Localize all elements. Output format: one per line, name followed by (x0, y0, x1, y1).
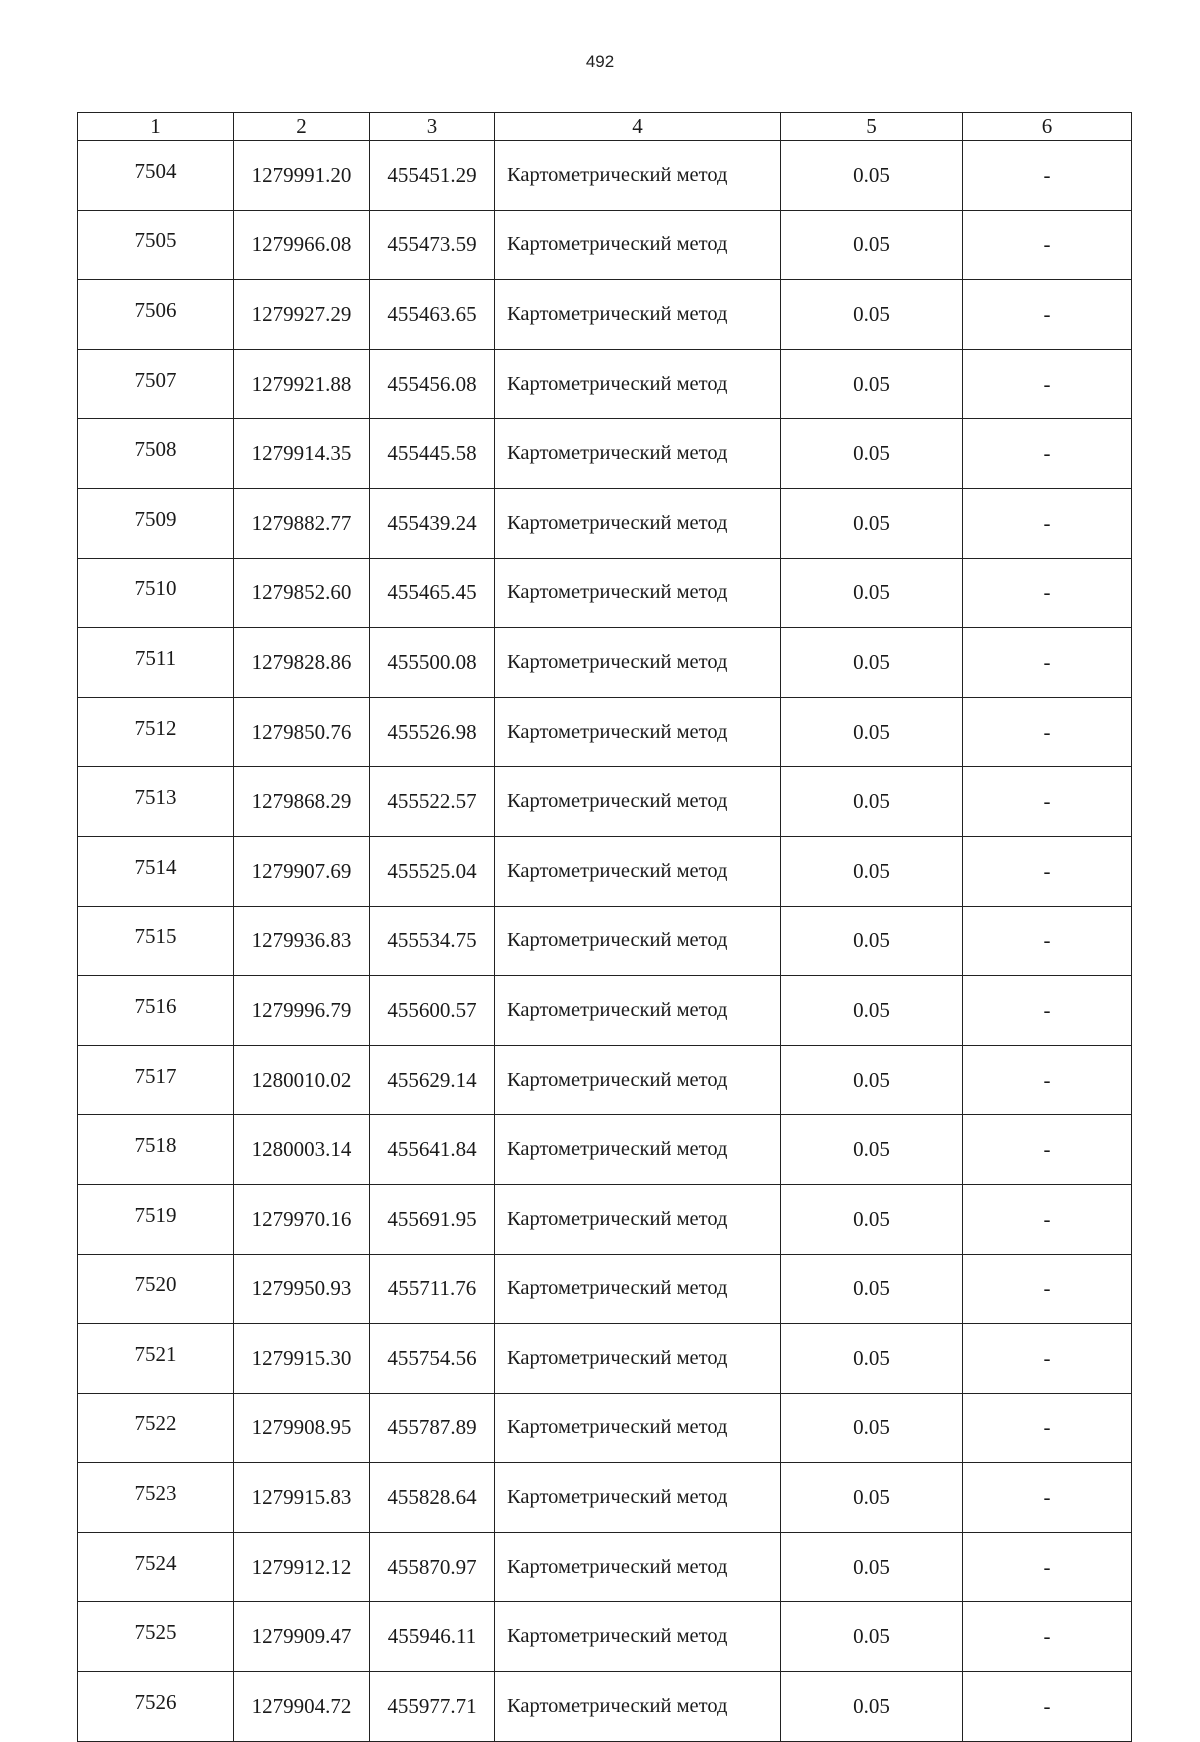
column-header: 6 (963, 113, 1132, 141)
note-cell: - (963, 349, 1132, 419)
method-cell: Картометрический метод (495, 141, 781, 211)
point-number-cell: 7524 (78, 1532, 234, 1602)
y-coordinate-cell: 455465.45 (370, 558, 495, 628)
x-coordinate-cell: 1279996.79 (234, 976, 370, 1046)
table-row (78, 141, 1132, 211)
y-coordinate-cell: 455522.57 (370, 767, 495, 837)
y-coordinate-cell: 455445.58 (370, 419, 495, 489)
note-cell: - (963, 1184, 1132, 1254)
coordinates-table (77, 112, 1132, 1742)
accuracy-cell: 0.05 (781, 1463, 963, 1533)
x-coordinate-cell: 1279914.35 (234, 419, 370, 489)
accuracy-cell: 0.05 (781, 1045, 963, 1115)
table-row (78, 628, 1132, 698)
table-header (78, 113, 1132, 141)
note-cell: - (963, 628, 1132, 698)
page-number: 492 (585, 52, 615, 71)
method-cell: Картометрический метод (495, 1184, 781, 1254)
x-coordinate-cell: 1279915.30 (234, 1324, 370, 1394)
note-cell: - (963, 767, 1132, 837)
x-coordinate-cell: 1279912.12 (234, 1532, 370, 1602)
point-number-cell: 7506 (78, 280, 234, 350)
accuracy-cell: 0.05 (781, 488, 963, 558)
method-cell: Картометрический метод (495, 1324, 781, 1394)
x-coordinate-cell: 1279908.95 (234, 1393, 370, 1463)
note-cell: - (963, 976, 1132, 1046)
y-coordinate-cell: 455473.59 (370, 210, 495, 280)
point-number-cell: 7505 (78, 210, 234, 280)
accuracy-cell: 0.05 (781, 1532, 963, 1602)
y-coordinate-cell: 455641.84 (370, 1115, 495, 1185)
point-number-cell: 7513 (78, 767, 234, 837)
table-row (78, 767, 1132, 837)
accuracy-cell: 0.05 (781, 836, 963, 906)
note-cell: - (963, 280, 1132, 350)
y-coordinate-cell: 455526.98 (370, 697, 495, 767)
x-coordinate-cell: 1279927.29 (234, 280, 370, 350)
table-row (78, 1254, 1132, 1324)
note-cell: - (963, 419, 1132, 489)
table-row (78, 419, 1132, 489)
table-row (78, 349, 1132, 419)
note-cell: - (963, 1254, 1132, 1324)
point-number-cell: 7520 (78, 1254, 234, 1324)
note-cell: - (963, 1393, 1132, 1463)
x-coordinate-cell: 1279921.88 (234, 349, 370, 419)
point-number-cell: 7509 (78, 488, 234, 558)
column-header: 3 (370, 113, 495, 141)
point-number-cell: 7521 (78, 1324, 234, 1394)
accuracy-cell: 0.05 (781, 210, 963, 280)
y-coordinate-cell: 455500.08 (370, 628, 495, 698)
accuracy-cell: 0.05 (781, 697, 963, 767)
method-cell: Картометрический метод (495, 1254, 781, 1324)
y-coordinate-cell: 455870.97 (370, 1532, 495, 1602)
table-row (78, 1532, 1132, 1602)
method-cell: Картометрический метод (495, 906, 781, 976)
accuracy-cell: 0.05 (781, 1324, 963, 1394)
x-coordinate-cell: 1280003.14 (234, 1115, 370, 1185)
table-row (78, 836, 1132, 906)
table-row (78, 1602, 1132, 1672)
table-row (78, 1324, 1132, 1394)
table-row (78, 1463, 1132, 1533)
point-number-cell: 7522 (78, 1393, 234, 1463)
point-number-cell: 7512 (78, 697, 234, 767)
accuracy-cell: 0.05 (781, 280, 963, 350)
y-coordinate-cell: 455534.75 (370, 906, 495, 976)
note-cell: - (963, 1602, 1132, 1672)
x-coordinate-cell: 1279950.93 (234, 1254, 370, 1324)
y-coordinate-cell: 455451.29 (370, 141, 495, 211)
note-cell: - (963, 1324, 1132, 1394)
x-coordinate-cell: 1279907.69 (234, 836, 370, 906)
method-cell: Картометрический метод (495, 1672, 781, 1742)
point-number-cell: 7510 (78, 558, 234, 628)
x-coordinate-cell: 1279868.29 (234, 767, 370, 837)
accuracy-cell: 0.05 (781, 976, 963, 1046)
note-cell: - (963, 1463, 1132, 1533)
accuracy-cell: 0.05 (781, 906, 963, 976)
y-coordinate-cell: 455754.56 (370, 1324, 495, 1394)
table-row (78, 280, 1132, 350)
note-cell: - (963, 488, 1132, 558)
accuracy-cell: 0.05 (781, 558, 963, 628)
point-number-cell: 7507 (78, 349, 234, 419)
column-header: 4 (495, 113, 781, 141)
accuracy-cell: 0.05 (781, 349, 963, 419)
note-cell: - (963, 210, 1132, 280)
table-row (78, 558, 1132, 628)
note-cell: - (963, 1115, 1132, 1185)
note-cell: - (963, 558, 1132, 628)
x-coordinate-cell: 1279904.72 (234, 1672, 370, 1742)
method-cell: Картометрический метод (495, 1532, 781, 1602)
y-coordinate-cell: 455946.11 (370, 1602, 495, 1672)
accuracy-cell: 0.05 (781, 419, 963, 489)
method-cell: Картометрический метод (495, 488, 781, 558)
header-row (78, 113, 1132, 141)
y-coordinate-cell: 455787.89 (370, 1393, 495, 1463)
method-cell: Картометрический метод (495, 697, 781, 767)
method-cell: Картометрический метод (495, 976, 781, 1046)
note-cell: - (963, 1532, 1132, 1602)
method-cell: Картометрический метод (495, 280, 781, 350)
method-cell: Картометрический метод (495, 1463, 781, 1533)
column-header: 2 (234, 113, 370, 141)
accuracy-cell: 0.05 (781, 1602, 963, 1672)
accuracy-cell: 0.05 (781, 141, 963, 211)
method-cell: Картометрический метод (495, 349, 781, 419)
y-coordinate-cell: 455711.76 (370, 1254, 495, 1324)
method-cell: Картометрический метод (495, 1045, 781, 1115)
x-coordinate-cell: 1279828.86 (234, 628, 370, 698)
table-row (78, 1393, 1132, 1463)
x-coordinate-cell: 1279850.76 (234, 697, 370, 767)
table-row (78, 976, 1132, 1046)
method-cell: Картометрический метод (495, 1602, 781, 1672)
method-cell: Картометрический метод (495, 419, 781, 489)
x-coordinate-cell: 1279882.77 (234, 488, 370, 558)
accuracy-cell: 0.05 (781, 628, 963, 698)
table-row (78, 1672, 1132, 1742)
method-cell: Картометрический метод (495, 1393, 781, 1463)
note-cell: - (963, 1045, 1132, 1115)
table-row (78, 1184, 1132, 1254)
point-number-cell: 7525 (78, 1602, 234, 1672)
method-cell: Картометрический метод (495, 628, 781, 698)
y-coordinate-cell: 455463.65 (370, 280, 495, 350)
point-number-cell: 7514 (78, 836, 234, 906)
x-coordinate-cell: 1279970.16 (234, 1184, 370, 1254)
y-coordinate-cell: 455828.64 (370, 1463, 495, 1533)
column-header: 5 (781, 113, 963, 141)
point-number-cell: 7515 (78, 906, 234, 976)
table-row (78, 1045, 1132, 1115)
accuracy-cell: 0.05 (781, 1254, 963, 1324)
point-number-cell: 7511 (78, 628, 234, 698)
point-number-cell: 7516 (78, 976, 234, 1046)
x-coordinate-cell: 1279966.08 (234, 210, 370, 280)
table-row (78, 697, 1132, 767)
point-number-cell: 7508 (78, 419, 234, 489)
accuracy-cell: 0.05 (781, 1393, 963, 1463)
x-coordinate-cell: 1279915.83 (234, 1463, 370, 1533)
accuracy-cell: 0.05 (781, 1184, 963, 1254)
accuracy-cell: 0.05 (781, 767, 963, 837)
y-coordinate-cell: 455629.14 (370, 1045, 495, 1115)
point-number-cell: 7518 (78, 1115, 234, 1185)
y-coordinate-cell: 455977.71 (370, 1672, 495, 1742)
y-coordinate-cell: 455691.95 (370, 1184, 495, 1254)
y-coordinate-cell: 455439.24 (370, 488, 495, 558)
method-cell: Картометрический метод (495, 767, 781, 837)
table-row (78, 906, 1132, 976)
accuracy-cell: 0.05 (781, 1115, 963, 1185)
method-cell: Картометрический метод (495, 836, 781, 906)
point-number-cell: 7504 (78, 141, 234, 211)
x-coordinate-cell: 1279936.83 (234, 906, 370, 976)
note-cell: - (963, 906, 1132, 976)
note-cell: - (963, 697, 1132, 767)
table-row (78, 210, 1132, 280)
method-cell: Картометрический метод (495, 210, 781, 280)
y-coordinate-cell: 455525.04 (370, 836, 495, 906)
note-cell: - (963, 141, 1132, 211)
x-coordinate-cell: 1280010.02 (234, 1045, 370, 1115)
point-number-cell: 7517 (78, 1045, 234, 1115)
y-coordinate-cell: 455456.08 (370, 349, 495, 419)
y-coordinate-cell: 455600.57 (370, 976, 495, 1046)
x-coordinate-cell: 1279991.20 (234, 141, 370, 211)
point-number-cell: 7519 (78, 1184, 234, 1254)
x-coordinate-cell: 1279852.60 (234, 558, 370, 628)
table-row (78, 1115, 1132, 1185)
point-number-cell: 7526 (78, 1672, 234, 1742)
note-cell: - (963, 1672, 1132, 1742)
column-header: 1 (78, 113, 234, 141)
method-cell: Картометрический метод (495, 558, 781, 628)
method-cell: Картометрический метод (495, 1115, 781, 1185)
point-number-cell: 7523 (78, 1463, 234, 1533)
note-cell: - (963, 836, 1132, 906)
x-coordinate-cell: 1279909.47 (234, 1602, 370, 1672)
table-row (78, 488, 1132, 558)
accuracy-cell: 0.05 (781, 1672, 963, 1742)
table-body (78, 141, 1132, 1742)
